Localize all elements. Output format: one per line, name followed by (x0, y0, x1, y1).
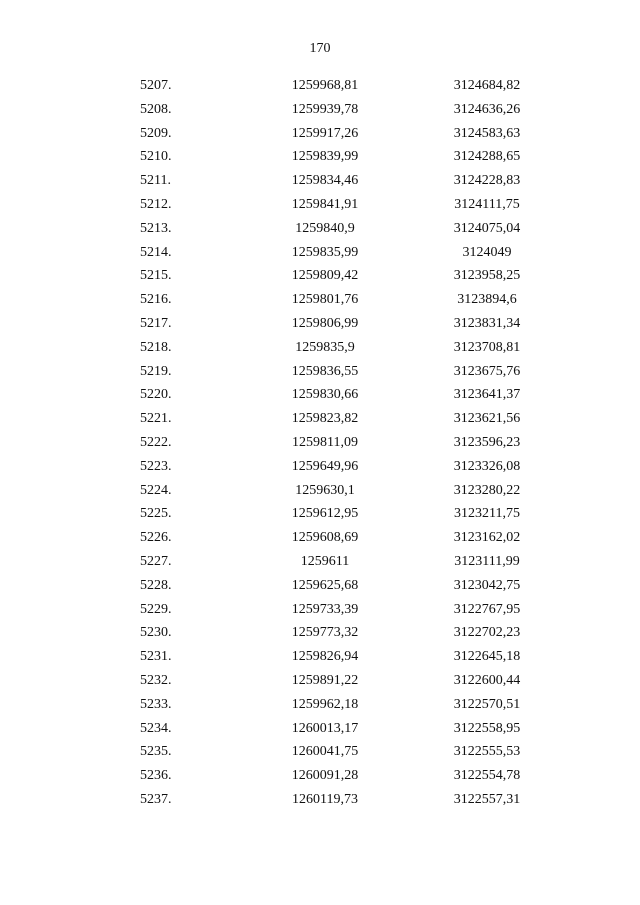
x-coordinate-cell: 1259773,32 (291, 625, 359, 641)
table-row (0, 669, 640, 693)
point-number-cell: 5229. (140, 601, 172, 617)
x-coordinate-cell: 1259836,55 (291, 363, 359, 379)
x-coordinate-cell: 1259939,78 (291, 101, 359, 117)
y-coordinate-cell: 3123708,81 (453, 339, 521, 355)
x-coordinate-cell: 1260091,28 (291, 768, 359, 784)
x-coordinate-cell: 1259841,91 (291, 196, 359, 212)
y-coordinate-cell: 3122600,44 (453, 672, 521, 688)
table-row (0, 788, 640, 812)
point-number-cell: 5225. (140, 506, 172, 522)
y-coordinate-cell: 3123958,25 (453, 268, 521, 284)
x-coordinate-cell: 1259811,09 (292, 434, 358, 450)
y-coordinate-cell: 3122558,95 (453, 720, 521, 736)
x-coordinate-cell: 1259891,22 (291, 672, 359, 688)
point-number-cell: 5219. (140, 363, 172, 379)
point-number-cell: 5217. (140, 315, 172, 331)
x-coordinate-cell: 1259806,99 (291, 315, 359, 331)
table-row (0, 550, 640, 574)
y-coordinate-cell: 3122555,53 (453, 744, 521, 760)
y-coordinate-cell: 3124075,04 (453, 220, 521, 236)
y-coordinate-cell: 3123280,22 (453, 482, 521, 498)
table-row (0, 502, 640, 526)
x-coordinate-cell: 1259826,94 (291, 649, 359, 665)
x-coordinate-cell: 1259611 (300, 553, 350, 569)
x-coordinate-cell: 1260041,75 (291, 744, 359, 760)
x-coordinate-cell: 1259649,96 (291, 458, 359, 474)
point-number-cell: 5230. (140, 625, 172, 641)
y-coordinate-cell: 3122767,95 (453, 601, 521, 617)
table-row (0, 621, 640, 645)
y-coordinate-cell: 3123042,75 (453, 577, 521, 593)
x-coordinate-cell: 1259823,82 (291, 411, 359, 427)
y-coordinate-cell: 3123596,23 (453, 434, 521, 450)
y-coordinate-cell: 3124228,83 (453, 173, 521, 189)
table-row (0, 360, 640, 384)
table-row (0, 383, 640, 407)
point-number-cell: 5227. (140, 553, 172, 569)
point-number-cell: 5211. (140, 173, 171, 189)
point-number-cell: 5232. (140, 672, 172, 688)
x-coordinate-cell: 1259834,46 (291, 173, 359, 189)
point-number-cell: 5234. (140, 720, 172, 736)
x-coordinate-cell: 1260119,73 (292, 791, 358, 807)
table-row (0, 169, 640, 193)
table-row (0, 479, 640, 503)
table-row (0, 336, 640, 360)
x-coordinate-cell: 1259608,69 (291, 530, 359, 546)
table-row (0, 288, 640, 312)
x-coordinate-cell: 1259801,76 (291, 292, 359, 308)
table-row (0, 98, 640, 122)
y-coordinate-cell: 3122554,78 (453, 768, 521, 784)
point-number-cell: 5214. (140, 244, 172, 260)
y-coordinate-cell: 3124583,63 (453, 125, 521, 141)
point-number-cell: 5208. (140, 101, 172, 117)
y-coordinate-cell: 3123894,6 (457, 292, 517, 308)
y-coordinate-cell: 3123211,75 (454, 506, 520, 522)
table-row (0, 217, 640, 241)
y-coordinate-cell: 3123326,08 (453, 458, 521, 474)
x-coordinate-cell: 1259839,99 (291, 149, 359, 165)
point-number-cell: 5226. (140, 530, 172, 546)
y-coordinate-cell: 3123162,02 (453, 530, 521, 546)
y-coordinate-cell: 3124288,65 (453, 149, 521, 165)
point-number-cell: 5224. (140, 482, 172, 498)
point-number-cell: 5218. (140, 339, 172, 355)
point-number-cell: 5233. (140, 696, 172, 712)
point-number-cell: 5228. (140, 577, 172, 593)
x-coordinate-cell: 1259962,18 (291, 696, 359, 712)
point-number-cell: 5216. (140, 292, 172, 308)
point-number-cell: 5235. (140, 744, 172, 760)
point-number-cell: 5210. (140, 149, 172, 165)
table-row (0, 241, 640, 265)
table-row (0, 740, 640, 764)
x-coordinate-cell: 1259830,66 (291, 387, 359, 403)
table-row (0, 574, 640, 598)
y-coordinate-cell: 3122645,18 (453, 649, 521, 665)
table-row (0, 693, 640, 717)
x-coordinate-cell: 1259625,68 (291, 577, 359, 593)
y-coordinate-cell: 3123111,99 (454, 553, 520, 569)
table-row (0, 764, 640, 788)
table-row (0, 145, 640, 169)
point-number-cell: 5220. (140, 387, 172, 403)
table-row (0, 526, 640, 550)
table-row (0, 312, 640, 336)
x-coordinate-cell: 1260013,17 (291, 720, 359, 736)
page-number: 170 (309, 41, 331, 56)
x-coordinate-cell: 1259835,99 (291, 244, 359, 260)
x-coordinate-cell: 1259809,42 (291, 268, 359, 284)
point-number-cell: 5236. (140, 768, 172, 784)
point-number-cell: 5213. (140, 220, 172, 236)
y-coordinate-cell: 3124111,75 (454, 196, 520, 212)
point-number-cell: 5222. (140, 434, 172, 450)
point-number-cell: 5223. (140, 458, 172, 474)
point-number-cell: 5207. (140, 78, 172, 93)
table-row (0, 717, 640, 741)
point-number-cell: 5212. (140, 196, 172, 212)
x-coordinate-cell: 1259733,39 (291, 601, 359, 617)
point-number-cell: 5231. (140, 649, 172, 665)
table-row (0, 598, 640, 622)
y-coordinate-cell: 3124684,82 (453, 78, 521, 93)
y-coordinate-cell: 3123675,76 (453, 363, 521, 379)
y-coordinate-cell: 3123831,34 (453, 315, 521, 331)
x-coordinate-cell: 1259612,95 (291, 506, 359, 522)
table-row (0, 264, 640, 288)
y-coordinate-cell: 3122557,31 (453, 791, 521, 807)
point-number-cell: 5215. (140, 268, 172, 284)
point-number-cell: 5221. (140, 411, 172, 427)
y-coordinate-cell: 3122570,51 (453, 696, 521, 712)
table-row (0, 645, 640, 669)
coordinates-table (0, 74, 640, 812)
table-row (0, 407, 640, 431)
x-coordinate-cell: 1259968,81 (291, 78, 359, 93)
x-coordinate-cell: 1259835,9 (295, 339, 355, 355)
y-coordinate-cell: 3122702,23 (453, 625, 521, 641)
table-row (0, 122, 640, 146)
y-coordinate-cell: 3123641,37 (453, 387, 521, 403)
point-number-cell: 5209. (140, 125, 172, 141)
x-coordinate-cell: 1259630,1 (295, 482, 355, 498)
table-row (0, 74, 640, 98)
table-row (0, 431, 640, 455)
x-coordinate-cell: 1259917,26 (291, 125, 359, 141)
y-coordinate-cell: 3124049 (462, 244, 512, 260)
table-row (0, 455, 640, 479)
y-coordinate-cell: 3123621,56 (453, 411, 521, 427)
y-coordinate-cell: 3124636,26 (453, 101, 521, 117)
point-number-cell: 5237. (140, 791, 172, 807)
x-coordinate-cell: 1259840,9 (295, 220, 355, 236)
table-row (0, 193, 640, 217)
